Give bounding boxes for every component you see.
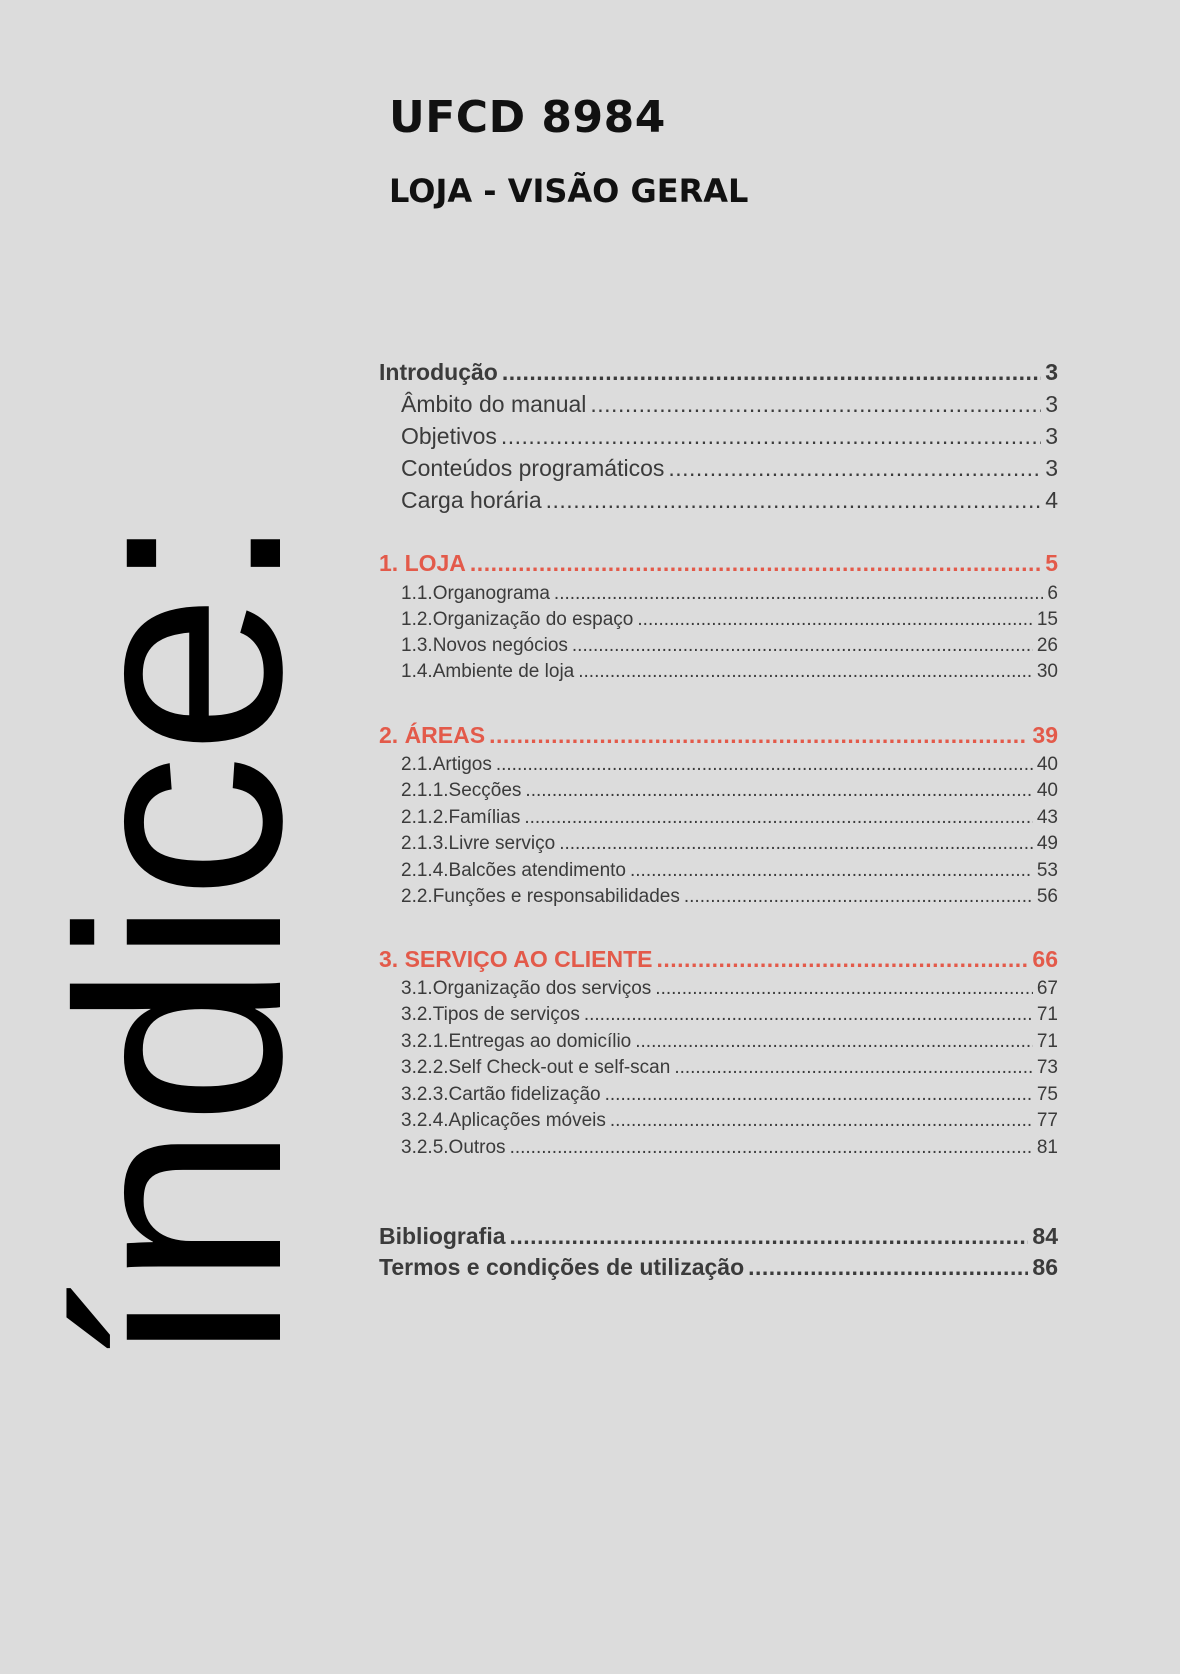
toc-entry[interactable]	[379, 1057, 1058, 1079]
toc-entry-label: 1.2.Organização do espaço	[401, 609, 634, 630]
toc-entry-label: 1.3.Novos negócios	[401, 635, 568, 656]
toc-entry-termos[interactable]	[379, 1254, 1058, 1281]
toc-entry-label: 3.1.Organização dos serviços	[401, 978, 652, 999]
toc-entry-label: Termos e condições de utilização	[379, 1254, 745, 1280]
toc-entry[interactable]	[379, 455, 1058, 482]
toc-entry-page: 56	[1036, 886, 1058, 907]
toc-entry-label: 2.1.2.Famílias	[401, 807, 521, 828]
toc-entry-page: 84	[1032, 1223, 1058, 1249]
toc-chapter-page: 5	[1045, 550, 1058, 576]
toc-entry-page: 67	[1036, 978, 1058, 999]
toc-entry[interactable]	[379, 860, 1058, 882]
toc-entry[interactable]	[379, 487, 1058, 514]
toc-entry-label: 3.2.1.Entregas ao domicílio	[401, 1031, 632, 1052]
toc-entry-label: 3.2.5.Outros	[401, 1137, 506, 1158]
toc-entry[interactable]	[379, 807, 1058, 829]
toc-entry[interactable]	[379, 423, 1058, 450]
toc-chapter-label: 1. LOJA	[379, 550, 466, 576]
toc-entry-label: Carga horária	[401, 487, 542, 513]
toc-entry-label: 3.2.4.Aplicações móveis	[401, 1110, 606, 1131]
toc-entry-label: 2.1.4.Balcões atendimento	[401, 860, 626, 881]
toc-entry-page: 49	[1036, 833, 1058, 854]
toc-entry-page: 3	[1045, 423, 1058, 449]
toc-chapter-page: 66	[1032, 946, 1058, 972]
toc-entry[interactable]	[379, 1004, 1058, 1026]
toc-entry-label: 2.1.Artigos	[401, 754, 492, 775]
toc-entry-page: 15	[1036, 609, 1058, 630]
toc-entry-label: Conteúdos programáticos	[401, 455, 665, 481]
toc-chapter-loja[interactable]	[379, 550, 1058, 577]
toc-entry-page: 4	[1045, 487, 1058, 513]
toc-entry-label: 2.1.1.Secções	[401, 780, 522, 801]
toc-entry[interactable]	[379, 391, 1058, 418]
toc-entry[interactable]	[379, 609, 1058, 631]
toc-entry-label: Objetivos	[401, 423, 497, 449]
document-code-title: UFCD 8984	[389, 92, 666, 143]
toc-entry-page: 71	[1036, 1031, 1058, 1052]
toc-entry[interactable]	[379, 583, 1058, 605]
toc-entry-page: 26	[1036, 635, 1058, 656]
toc-entry[interactable]	[379, 978, 1058, 1000]
toc-entry-label: 2.2.Funções e responsabilidades	[401, 886, 680, 907]
toc-entry[interactable]	[379, 1137, 1058, 1159]
document-subtitle: LOJA - VISÃO GERAL	[389, 172, 749, 210]
toc-chapter-areas[interactable]	[379, 722, 1058, 749]
toc-entry[interactable]	[379, 1084, 1058, 1106]
toc-entry-label: 3.2.3.Cartão fidelização	[401, 1084, 601, 1105]
toc-entry-label: 3.2.2.Self Check-out e self-scan	[401, 1057, 671, 1078]
toc-entry-page: 73	[1036, 1057, 1058, 1078]
toc-entry[interactable]	[379, 1110, 1058, 1132]
toc-entry[interactable]	[379, 833, 1058, 855]
toc-entry-label: 3.2.Tipos de serviços	[401, 1004, 580, 1025]
toc-entry-label: 2.1.3.Livre serviço	[401, 833, 556, 854]
toc-entry-bibliografia[interactable]	[379, 1223, 1058, 1250]
toc-entry-label: Bibliografia	[379, 1223, 506, 1249]
toc-entry-label: 1.1.Organograma	[401, 583, 550, 604]
toc-entry-page: 77	[1036, 1110, 1058, 1131]
toc-chapter-page: 39	[1032, 722, 1058, 748]
toc-entry-page: 6	[1047, 583, 1058, 604]
toc-entry-page: 75	[1036, 1084, 1058, 1105]
toc-chapter-servico-ao-cliente[interactable]	[379, 946, 1058, 973]
toc-entry-page: 86	[1032, 1254, 1058, 1280]
toc-entry[interactable]	[379, 754, 1058, 776]
toc-entry-page: 71	[1036, 1004, 1058, 1025]
toc-entry-page: 40	[1036, 780, 1058, 801]
toc-entry-label: 1.4.Ambiente de loja	[401, 661, 575, 682]
index-vertical-heading: índice:	[18, 512, 342, 1368]
toc-entry[interactable]	[379, 635, 1058, 657]
toc-entry-page: 43	[1036, 807, 1058, 828]
toc-entry[interactable]	[379, 886, 1058, 908]
toc-entry-introducao[interactable]	[379, 359, 1058, 386]
toc-entry-page: 53	[1036, 860, 1058, 881]
toc-entry-label: Âmbito do manual	[401, 391, 587, 417]
toc-chapter-label: 2. ÁREAS	[379, 722, 486, 748]
toc-chapter-label: 3. SERVIÇO AO CLIENTE	[379, 946, 653, 972]
toc-entry-page: 3	[1045, 391, 1058, 417]
toc-entry-label: Introdução	[379, 359, 498, 385]
toc-entry-page: 3	[1045, 455, 1058, 481]
toc-entry[interactable]	[379, 661, 1058, 683]
toc-entry-page: 40	[1036, 754, 1058, 775]
toc-entry[interactable]	[379, 780, 1058, 802]
toc-entry-page: 30	[1036, 661, 1058, 682]
toc-entry-page: 3	[1045, 359, 1058, 385]
toc-entry-page: 81	[1036, 1137, 1058, 1158]
toc-entry[interactable]	[379, 1031, 1058, 1053]
